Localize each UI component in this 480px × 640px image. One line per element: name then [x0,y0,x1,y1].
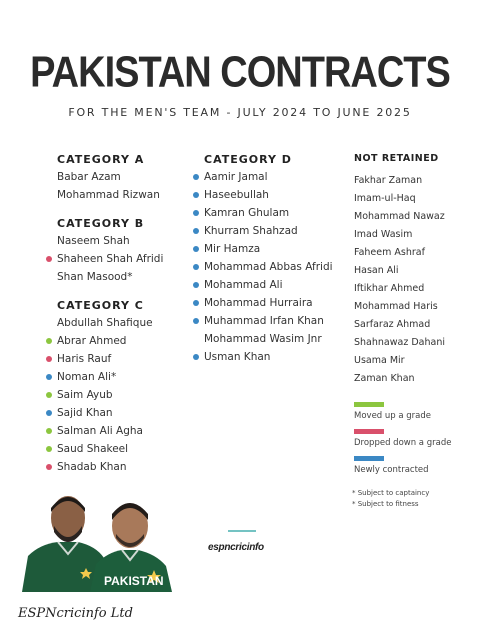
category-b-list [57,232,163,286]
player-name: Saim Ayub [57,389,113,401]
not-retained-item: Hasan Ali [354,265,399,276]
not-retained-item: Shahnawaz Dahani [354,337,445,348]
left-column [57,152,163,476]
player-name: Khurram Shahzad [204,225,298,237]
page-subtitle: FOR THE MEN'S TEAM - JULY 2024 TO JUNE 2025 [68,106,412,119]
category-a-list [57,168,163,204]
status-dot-moved-up [46,338,52,344]
player-item [57,422,163,440]
player-item [57,404,163,422]
player-name: Saud Shakeel [57,443,129,455]
player-item [204,168,333,186]
player-name: Babar Azam [57,171,121,183]
note-fitness: * Subject to fitness [352,500,419,508]
player-item [57,314,163,332]
player-item [57,168,163,186]
legend-dropped-down [354,429,451,448]
not-retained-item: Mohammad Haris [354,301,438,312]
legend-newly-contracted [354,456,429,475]
not-retained-item: Iftikhar Ahmed [354,283,425,294]
player-item [57,458,163,476]
player-item [204,204,333,222]
category-b-heading: CATEGORY B [57,217,145,230]
status-dot-moved-up [46,392,52,398]
status-dot-newly-contracted [193,264,199,270]
player-item [57,232,163,250]
status-dot-dropped-down [46,464,52,470]
category-d-heading: CATEGORY D [204,153,292,166]
player-item [204,312,333,330]
player-item [57,332,163,350]
player-name: Naseem Shah [57,235,130,247]
not-retained-list [354,172,445,388]
player-item [57,186,163,204]
not-retained-item: Imad Wasim [354,229,413,240]
player-name: Abrar Ahmed [57,335,127,347]
player-name: Mir Hamza [204,243,261,255]
footnotes [352,488,429,510]
status-dot-newly-contracted [193,174,199,180]
category-c-heading: CATEGORY C [57,299,144,312]
player-name: Kamran Ghulam [204,207,290,219]
espncricinfo-logo: espncricinfo [208,542,264,553]
category-c-list [57,314,163,476]
player-name: Abdullah Shafique [57,317,153,329]
status-dot-moved-up [46,446,52,452]
player-item [57,268,163,286]
middle-column [204,152,333,366]
status-dot-newly-contracted [46,374,52,380]
player-name: Sajid Khan [57,407,113,419]
not-retained-item: Mohammad Nawaz [354,211,445,222]
status-dot-newly-contracted [193,192,199,198]
player-name: Noman Ali* [57,371,117,383]
legend-label: Dropped down a grade [354,438,452,448]
player-name: Mohammad Abbas Afridi [204,261,333,273]
brand-accent-line [228,530,256,532]
player-item [57,368,163,386]
status-dot-dropped-down [46,356,52,362]
player-name: Haseebullah [204,189,269,201]
player-name: Mohammad Wasim Jnr [204,333,322,345]
not-retained-item: Zaman Khan [354,373,415,384]
category-a-heading: CATEGORY A [57,153,145,166]
page-title: PAKISTAN CONTRACTS [30,48,450,98]
status-dot-newly-contracted [193,246,199,252]
player-item [204,240,333,258]
not-retained-item: Imam-ul-Haq [354,193,416,204]
legend-moved-up [354,402,431,421]
status-dot-newly-contracted [193,210,199,216]
player-name: Haris Rauf [57,353,112,365]
image-credit: ESPNcricinfo Ltd [18,606,133,621]
status-dot-newly-contracted [193,300,199,306]
player-item [204,294,333,312]
legend-label: Newly contracted [354,465,429,475]
player-name: Salman Ali Agha [57,425,143,437]
player-name: Muhammad Irfan Khan [204,315,324,327]
jersey-text: PAKISTAN [104,574,164,588]
player-name: Mohammad Ali [204,279,283,291]
player-item [204,276,333,294]
legend-swatch-green [354,402,384,407]
legend-label: Moved up a grade [354,411,432,421]
legend-swatch-red [354,429,384,434]
player-item [57,350,163,368]
not-retained-item: Sarfaraz Ahmad [354,319,431,330]
not-retained-item: Fakhar Zaman [354,175,423,186]
note-captaincy: * Subject to captaincy [352,489,430,497]
player-item [204,222,333,240]
player-item [204,258,333,276]
player-name: Mohammad Hurraira [204,297,313,309]
status-dot-newly-contracted [193,228,199,234]
legend-swatch-blue [354,456,384,461]
status-dot-dropped-down [46,256,52,262]
player-item [204,186,333,204]
player-name: Shadab Khan [57,461,127,473]
status-dot-moved-up [46,428,52,434]
status-dot-newly-contracted [46,410,52,416]
player-name: Shan Masood* [57,271,133,283]
player-item [57,386,163,404]
player-item [204,348,333,366]
category-d-list [204,168,333,366]
status-dot-newly-contracted [193,318,199,324]
player-name: Shaheen Shah Afridi [57,253,164,265]
player-item [57,440,163,458]
player-item [204,330,333,348]
player-name: Usman Khan [204,351,271,363]
player-item [57,250,163,268]
player-name: Mohammad Rizwan [57,189,160,201]
player-name: Aamir Jamal [204,171,268,183]
not-retained-heading: NOT RETAINED [354,153,439,164]
right-column [354,152,445,388]
players-photo [18,488,178,592]
not-retained-item: Usama Mir [354,355,405,366]
status-dot-newly-contracted [193,282,199,288]
not-retained-item: Faheem Ashraf [354,247,425,258]
status-dot-newly-contracted [193,354,199,360]
